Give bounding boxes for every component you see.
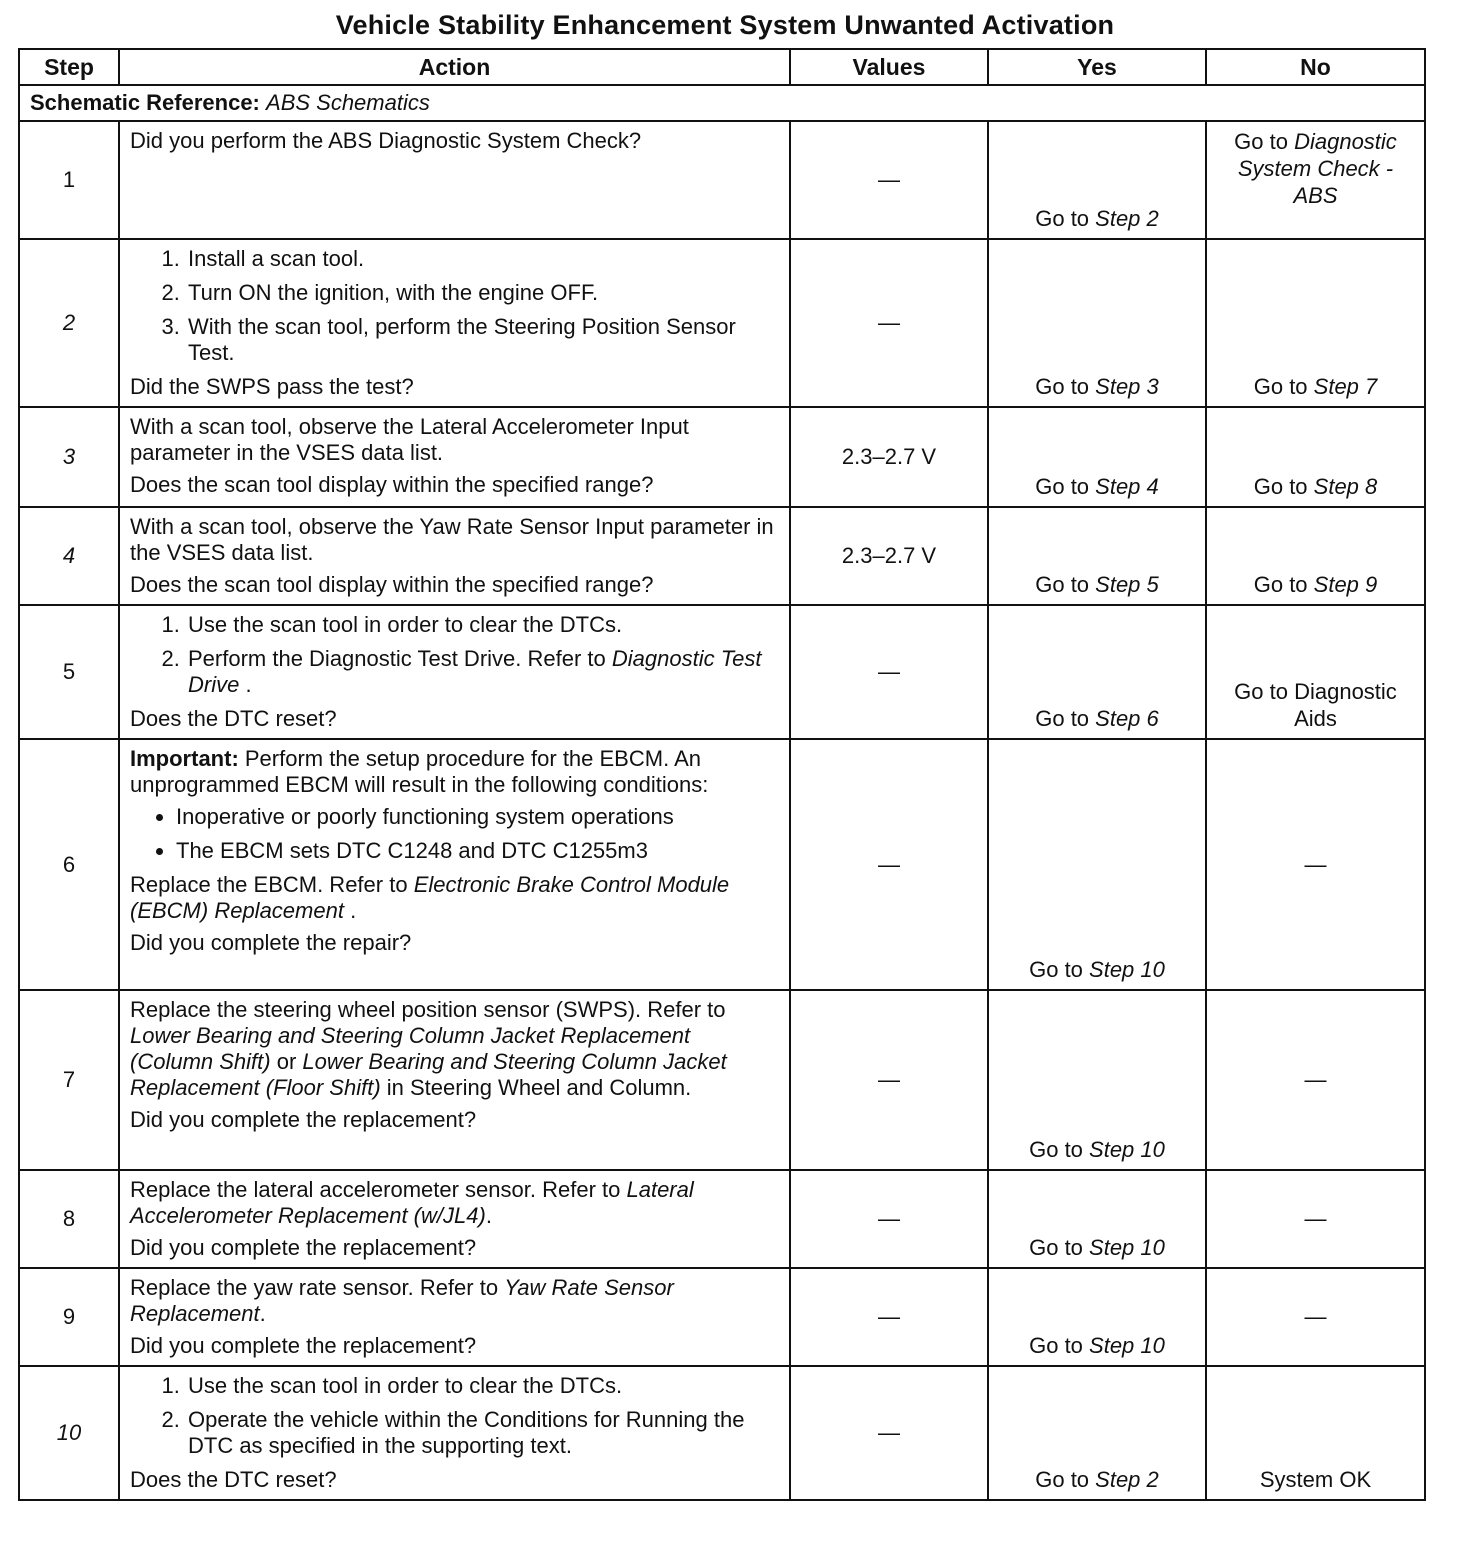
- no-cell: [1206, 407, 1425, 507]
- action-ref[interactable]: Yaw Rate Sensor Replacement: [130, 1275, 674, 1326]
- action-text: [130, 1177, 779, 1229]
- item-end: .: [239, 672, 252, 697]
- yes-cell: [988, 605, 1206, 739]
- action-question: Did the SWPS pass the test?: [130, 374, 414, 399]
- yes-goto[interactable]: [989, 1137, 1205, 1163]
- action-ref[interactable]: Lower Bearing and Steering Column Jacket Replacement (Column Shift): [130, 1023, 691, 1074]
- important-label: Important:: [130, 746, 239, 771]
- yes-cell: [988, 739, 1206, 990]
- goto-ref: Step 6: [1095, 706, 1159, 731]
- value-cell: —: [790, 121, 988, 239]
- list-item: • Inoperative or poorly functioning system operations: [176, 804, 779, 830]
- value-cell: 2.3–2.7 V: [790, 507, 988, 605]
- action-question: Did you complete the replacement?: [130, 1333, 477, 1358]
- step-number: 7: [19, 990, 119, 1170]
- goto-prefix: Go to: [1029, 957, 1090, 982]
- action-list: [130, 1373, 779, 1459]
- action-question: Does the scan tool display within the specified range?: [130, 572, 654, 597]
- important-note: [130, 746, 779, 798]
- yes-goto[interactable]: [989, 957, 1205, 983]
- step-number-text: 3: [62, 444, 76, 469]
- yes-goto[interactable]: [989, 374, 1205, 400]
- yes-cell: [988, 1170, 1206, 1268]
- yes-cell: [988, 990, 1206, 1170]
- step-number-text: 2: [62, 310, 76, 335]
- action-text: [130, 997, 779, 1101]
- action-cell: [119, 990, 790, 1170]
- goto-prefix: Go to: [1035, 374, 1096, 399]
- table-row: [19, 739, 1425, 990]
- no-cell: —: [1206, 1170, 1425, 1268]
- action-cell: [119, 1366, 790, 1500]
- action-question: Did you complete the replacement?: [130, 1107, 477, 1132]
- table-row: [19, 605, 1425, 739]
- replace-text: [130, 872, 779, 924]
- page-title: Vehicle Stability Enhancement System Unwanted Activation: [335, 10, 1115, 40]
- header-yes: Yes: [988, 49, 1206, 85]
- goto-prefix: Go to: [1035, 706, 1096, 731]
- table-row: [19, 1268, 1425, 1366]
- schematic-link[interactable]: ABS Schematics: [266, 90, 430, 115]
- action-cell: [119, 507, 790, 605]
- yes-cell: [988, 1268, 1206, 1366]
- goto-ref: Step 7: [1313, 374, 1378, 399]
- value-cell: —: [790, 1268, 988, 1366]
- list-item: 1. Install a scan tool.: [186, 246, 779, 272]
- yes-cell: [988, 121, 1206, 239]
- action-text: [130, 1275, 779, 1327]
- yes-cell: [988, 239, 1206, 407]
- goto-prefix: Go to: [1035, 572, 1096, 597]
- goto-ref: Step 5: [1095, 572, 1159, 597]
- step-number-text: 10: [56, 1420, 82, 1445]
- header-step: Step: [19, 49, 119, 85]
- table-row: [19, 407, 1425, 507]
- no-goto[interactable]: [1217, 122, 1414, 209]
- action-cell: [119, 121, 790, 239]
- goto-prefix: Go to: [1253, 374, 1314, 399]
- goto-ref: Step 2: [1095, 206, 1159, 231]
- action-text-part: in Steering Wheel and Column.: [380, 1075, 692, 1100]
- action-text: With a scan tool, observe the Yaw Rate Sensor Input parameter in the VSES data list.: [130, 514, 774, 565]
- action-text-part: .: [485, 1203, 492, 1228]
- action-list: [130, 246, 779, 366]
- yes-goto[interactable]: [989, 1333, 1205, 1359]
- action-text-part: Replace the yaw rate sensor. Refer to: [130, 1275, 505, 1300]
- value-cell: —: [790, 1170, 988, 1268]
- goto-ref: Step 8: [1313, 474, 1378, 499]
- yes-goto[interactable]: [989, 572, 1205, 598]
- no-cell: [1206, 507, 1425, 605]
- action-cell: [119, 1170, 790, 1268]
- no-cell: —: [1206, 1268, 1425, 1366]
- important-text: Perform the setup procedure for the EBCM. An unprogrammed EBCM will result in the following conditions:: [130, 746, 709, 797]
- item-text: Perform the Diagnostic Test Drive. Refer to: [188, 646, 612, 671]
- table-row: [19, 1170, 1425, 1268]
- no-cell: [1206, 1366, 1425, 1500]
- list-item: 1. Use the scan tool in order to clear the DTCs.: [186, 612, 779, 638]
- table-row: [19, 121, 1425, 239]
- goto-ref: Step 10: [1089, 1333, 1165, 1358]
- list-item: 1. Use the scan tool in order to clear the DTCs.: [186, 1373, 779, 1399]
- header-no: No: [1206, 49, 1425, 85]
- yes-goto[interactable]: [989, 1467, 1205, 1493]
- step-number: [19, 507, 119, 605]
- goto-prefix: Go to: [1035, 206, 1096, 231]
- goto-ref: Step 4: [1095, 474, 1159, 499]
- goto-ref: Step 10: [1089, 957, 1165, 982]
- yes-cell: [988, 407, 1206, 507]
- schematic-reference: [19, 85, 1425, 121]
- table-row: [19, 990, 1425, 1170]
- action-question: Does the DTC reset?: [130, 1467, 337, 1492]
- schematic-label: Schematic Reference:: [30, 90, 260, 115]
- table-row: [19, 507, 1425, 605]
- no-goto[interactable]: Go to Diagnostic Aids: [1234, 679, 1397, 731]
- goto-ref: Step 3: [1095, 374, 1159, 399]
- yes-cell: [988, 507, 1206, 605]
- goto-prefix: Go to: [1029, 1137, 1090, 1162]
- yes-goto[interactable]: [989, 206, 1205, 232]
- replace-prefix: Replace the EBCM. Refer to: [130, 872, 414, 897]
- action-text-part: Replace the lateral accelerometer sensor. Refer to: [130, 1177, 627, 1202]
- table-row: [19, 1366, 1425, 1500]
- step-number: 6: [19, 739, 119, 990]
- list-item: • The EBCM sets DTC C1248 and DTC C1255m3: [176, 838, 779, 864]
- table-row: [19, 239, 1425, 407]
- action-text-part: Replace the steering wheel position sensor (SWPS). Refer to: [130, 997, 726, 1022]
- step-number: [19, 1366, 119, 1500]
- value-cell: 2.3–2.7 V: [790, 407, 988, 507]
- condition-list: [130, 804, 779, 864]
- no-goto[interactable]: [1207, 572, 1424, 598]
- action-cell: [119, 407, 790, 507]
- no-cell: [1206, 239, 1425, 407]
- goto-ref: Step 10: [1089, 1137, 1165, 1162]
- action-text-part: or: [270, 1049, 303, 1074]
- yes-goto[interactable]: [989, 474, 1205, 500]
- list-item: 2. Operate the vehicle within the Conditions for Running the DTC as specified in the supporting text.: [186, 1407, 779, 1459]
- no-goto[interactable]: [1207, 374, 1424, 400]
- action-list: [130, 612, 779, 698]
- no-cell: —: [1206, 990, 1425, 1170]
- goto-ref: Step 2: [1095, 1467, 1159, 1492]
- list-item: 2. Turn ON the ignition, with the engine OFF.: [186, 280, 779, 306]
- no-cell: [1206, 605, 1425, 739]
- goto-ref: Diagnostic System Check - ABS: [1237, 129, 1397, 208]
- value-cell: —: [790, 990, 988, 1170]
- yes-goto[interactable]: [989, 1235, 1205, 1261]
- value-cell: —: [790, 239, 988, 407]
- header-action: Action: [119, 49, 790, 85]
- goto-prefix: Go to: [1253, 474, 1314, 499]
- goto-prefix: Go to: [1035, 1467, 1096, 1492]
- value-cell: —: [790, 1366, 988, 1500]
- diagnostic-table: [18, 48, 1426, 1501]
- action-question: Did you complete the replacement?: [130, 1235, 477, 1260]
- list-item: 3. With the scan tool, perform the Steering Position Sensor Test.: [186, 314, 779, 366]
- no-cell: [1206, 121, 1425, 239]
- header-row: [19, 49, 1425, 85]
- item-ref[interactable]: Diagnostic Test Drive: [188, 646, 762, 697]
- list-item: [186, 646, 779, 698]
- step-number-text: 4: [62, 543, 76, 568]
- goto-ref: Step 9: [1313, 572, 1378, 597]
- goto-prefix: Go to: [1234, 129, 1295, 154]
- step-number: [19, 239, 119, 407]
- schematic-row: [19, 85, 1425, 121]
- action-question: Does the scan tool display within the specified range?: [130, 472, 654, 497]
- action-text-part: .: [259, 1301, 266, 1326]
- goto-prefix: Go to: [1029, 1333, 1090, 1358]
- action-question: Did you perform the ABS Diagnostic System Check?: [130, 128, 642, 153]
- step-number: 1: [19, 121, 119, 239]
- action-ref[interactable]: Lateral Accelerometer Replacement (w/JL4): [130, 1177, 694, 1228]
- goto-prefix: Go to: [1035, 474, 1096, 499]
- action-ref[interactable]: Lower Bearing and Steering Column Jacket Replacement (Floor Shift): [130, 1049, 727, 1100]
- step-number: 8: [19, 1170, 119, 1268]
- action-cell: [119, 739, 790, 990]
- header-values: Values: [790, 49, 988, 85]
- yes-goto[interactable]: [989, 706, 1205, 732]
- step-number: 5: [19, 605, 119, 739]
- action-question: Does the DTC reset?: [130, 706, 337, 731]
- no-goto[interactable]: [1207, 474, 1424, 500]
- step-number: [19, 407, 119, 507]
- value-cell: —: [790, 739, 988, 990]
- action-cell: [119, 605, 790, 739]
- goto-ref: Step 10: [1089, 1235, 1165, 1260]
- goto-prefix: Go to: [1253, 572, 1314, 597]
- action-text: With a scan tool, observe the Lateral Accelerometer Input parameter in the VSES data list.: [130, 414, 689, 465]
- replace-ref[interactable]: Electronic Brake Control Module (EBCM) Replacement: [130, 872, 730, 923]
- replace-end: .: [343, 898, 357, 923]
- no-goto[interactable]: System OK: [1259, 1467, 1372, 1492]
- value-cell: —: [790, 605, 988, 739]
- yes-cell: [988, 1366, 1206, 1500]
- step-number: 9: [19, 1268, 119, 1366]
- action-question: Did you complete the repair?: [130, 930, 412, 955]
- goto-prefix: Go to: [1029, 1235, 1090, 1260]
- action-cell: [119, 1268, 790, 1366]
- action-cell: [119, 239, 790, 407]
- no-cell: —: [1206, 739, 1425, 990]
